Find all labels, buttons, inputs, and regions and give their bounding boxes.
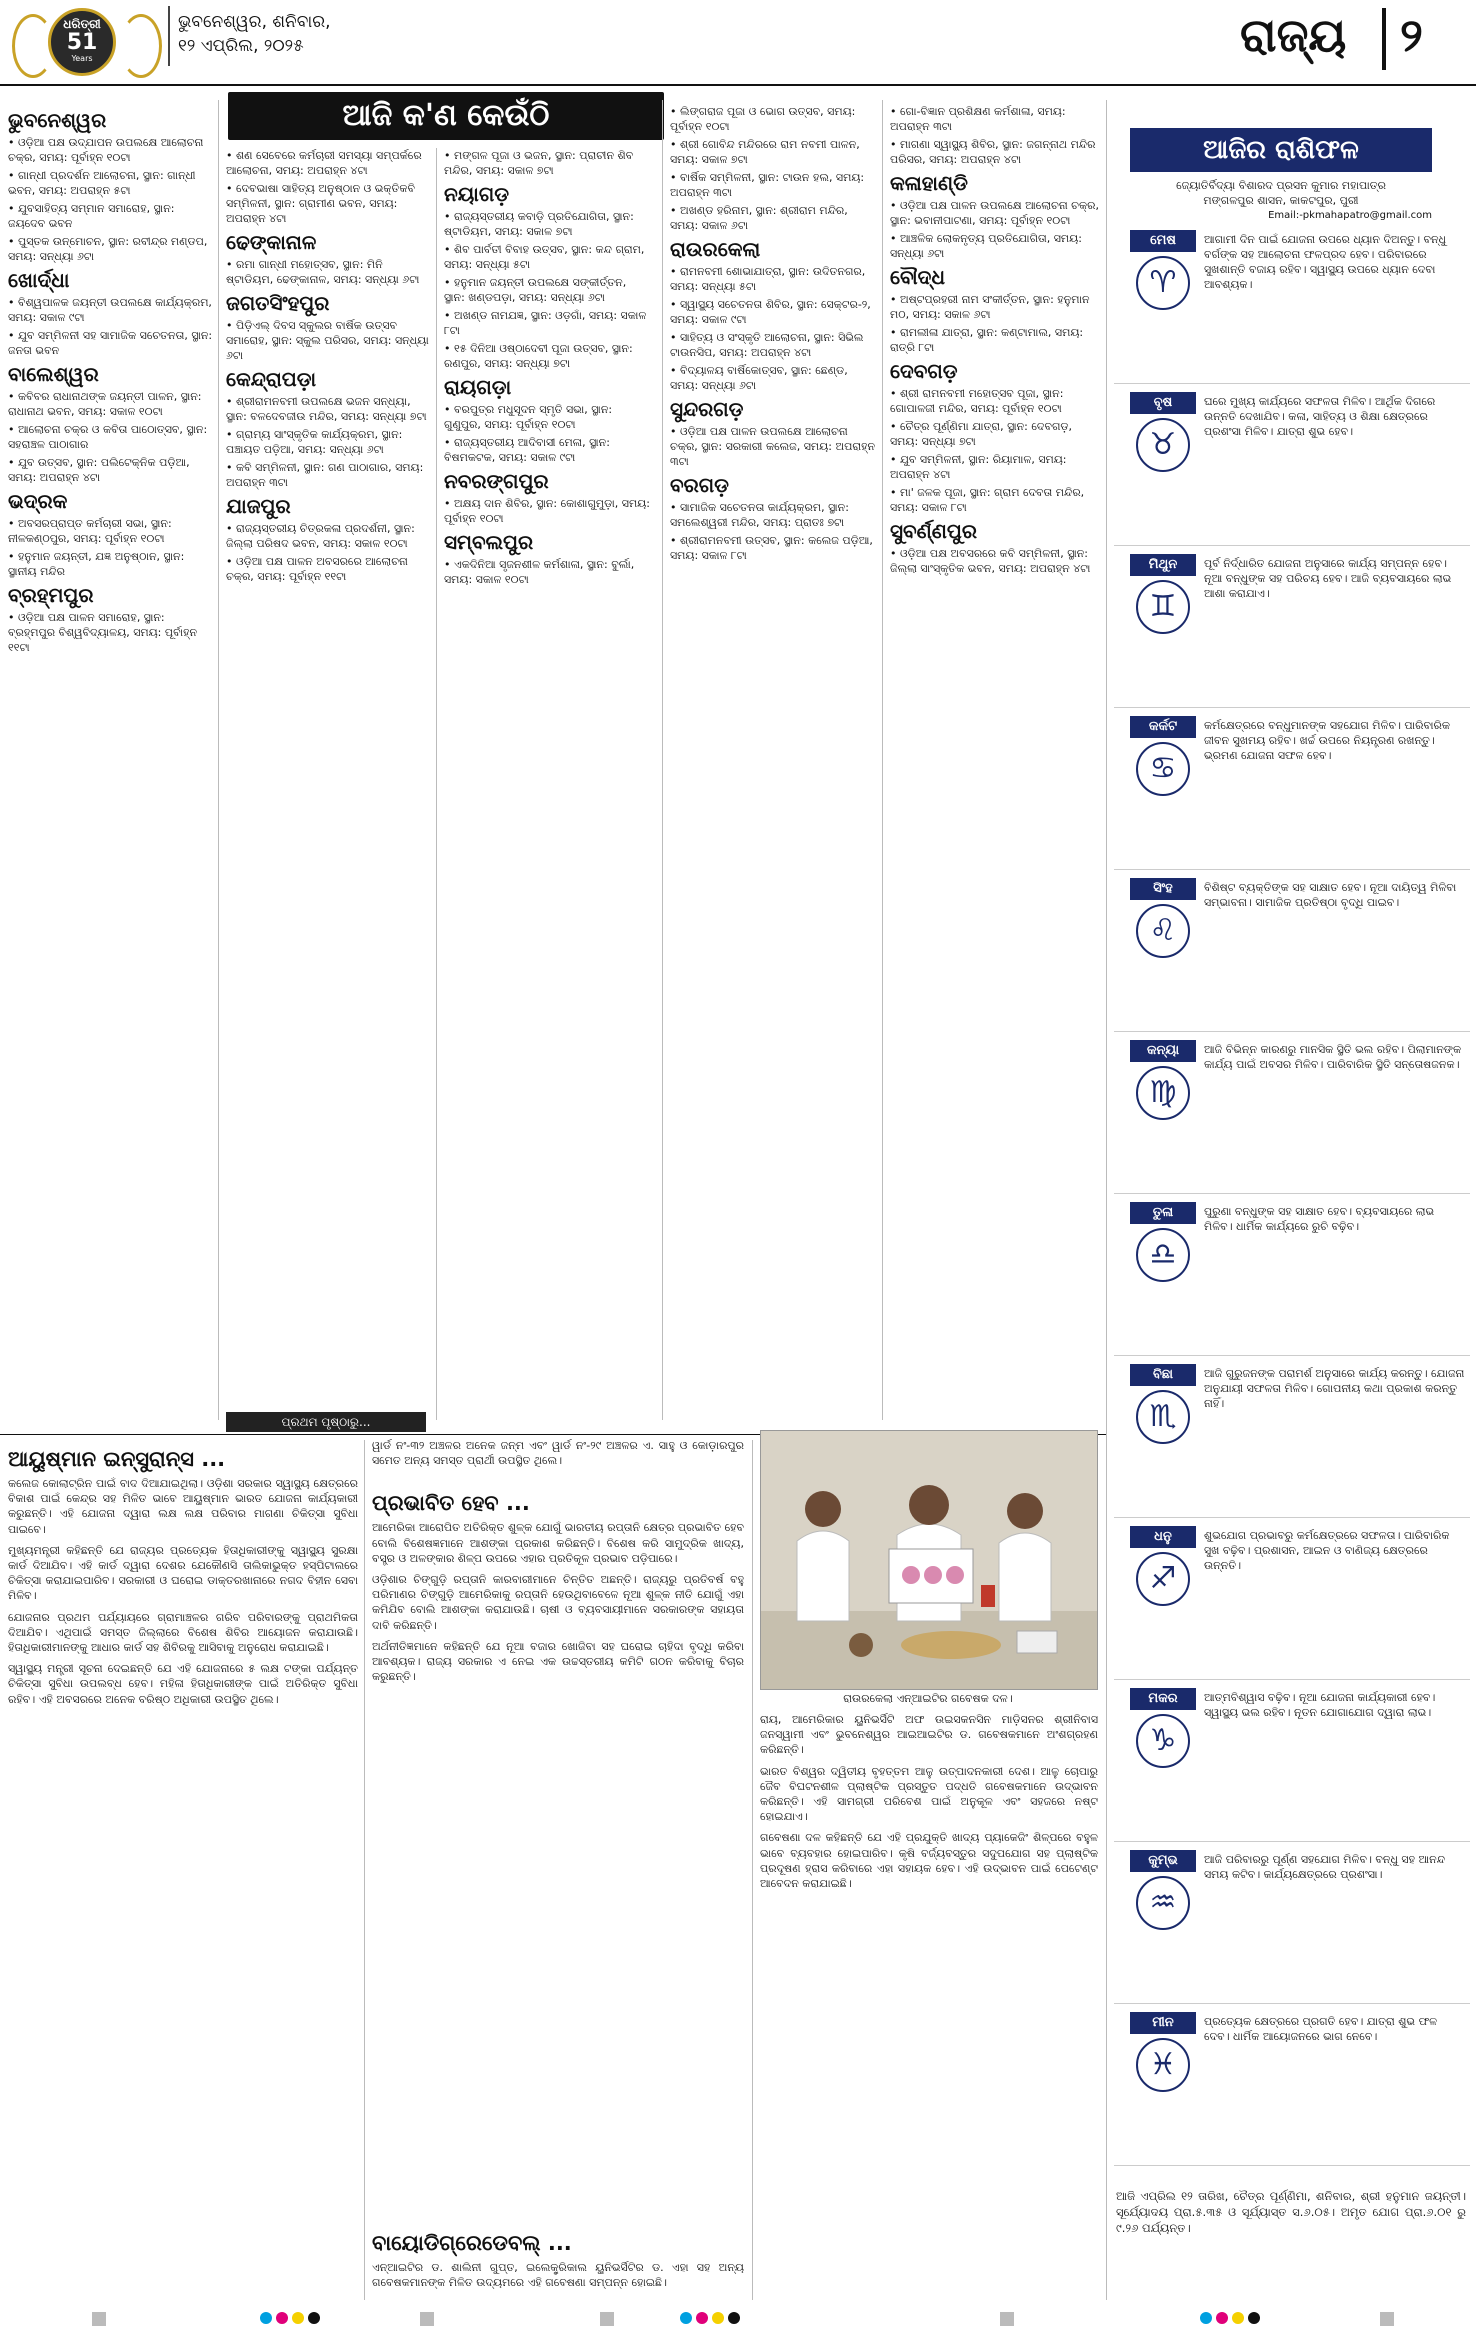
event-item: • ସାମାଜିକ ସଚେତନତା କାର୍ଯ୍ୟକ୍ରମ, ସ୍ଥାନ: ସମଲେଶ୍ୱରୀ ମନ୍ଦିର, ସମୟ: ପ୍ରାତଃ ୭ଟା	[670, 500, 876, 530]
event-item: • ଓଡ଼ିଆ ପକ୍ଷ ପାଳନ ସମାରୋହ, ସ୍ଥାନ: ବ୍ରହ୍ମପୁର ବିଶ୍ୱବିଦ୍ୟାଳୟ, ସମୟ: ପୂର୍ବାହ୍ନ ୧୧ଟା	[8, 610, 214, 655]
event-item: • ଶ୍ରୀ ଗୋବିନ୍ଦ ମନ୍ଦିରରେ ରାମ ନବମୀ ପାଳନ, ସମୟ: ସକାଳ ୭ଟା	[670, 137, 876, 167]
story-ayushman	[8, 1446, 358, 1707]
horoscope-entry	[1114, 1850, 1470, 1996]
horoscope-text: ପ୍ରତ୍ୟେକ କ୍ଷେତ୍ରରେ ପ୍ରଗତି ହେବ। ଯାତ୍ରା ଶୁଭ ଫଳ ଦେବ। ଧାର୍ମିକ ଆୟୋଜନରେ ଭାଗ ନେବେ।	[1204, 2015, 1438, 2043]
horoscope-divider	[1114, 545, 1470, 546]
badge-title: ଧରିତ୍ରୀ	[63, 17, 101, 31]
event-item: • ରାମନବମୀ ଶୋଭାଯାତ୍ରା, ସ୍ଥାନ: ଉଦିତନଗର, ସମୟ: ସନ୍ଧ୍ୟା ୫ଟା	[670, 264, 876, 294]
event-item: • ଆଲୋଚନା ଚକ୍ର ଓ କବିତା ପାଠୋତ୍ସବ, ସ୍ଥାନ: ସହରାଞ୍ଚଳ ପାଠାଗାର	[8, 422, 214, 452]
zodiac-icon: ♒	[1136, 1876, 1190, 1930]
zodiac-icon: ♈	[1136, 256, 1190, 310]
city-heading: ସୁବର୍ଣ୍ଣପୁର	[890, 519, 978, 543]
zodiac-icon: ♎	[1136, 1228, 1190, 1282]
header-rule	[0, 84, 1476, 86]
event-item: • ପୁସ୍ତକ ଉନ୍ମୋଚନ, ସ୍ଥାନ: ରବୀନ୍ଦ୍ର ମଣ୍ଡପ, ସମୟ: ସନ୍ଧ୍ୟା ୬ଟା	[8, 234, 214, 264]
zodiac-name: ମକର	[1130, 1688, 1196, 1710]
event-item: • ଶ୍ରୀ ରାମନବମୀ ମହୋତ୍ସବ ପୂଜା, ସ୍ଥାନ: ଗୋପାଳଜୀ ମନ୍ଦିର, ସମୟ: ପୂର୍ବାହ୍ନ ୧୦ଟା	[890, 386, 1100, 416]
story-paragraph: ଆମେରିକା ଆରୋପିତ ଅତିରିକ୍ତ ଶୁଳ୍କ ଯୋଗୁଁ ଭାରତୀୟ ରପ୍ତାନି କ୍ଷେତ୍ର ପ୍ରଭାବିତ ହେବ ବୋଲି ବିଶେଷଜ୍ଞମାନେ ଆଶଙ୍କା ପ୍ରକାଶ କରିଛନ୍ତି। ବିଶେଷ କରି ସାମୁଦ୍ରିକ ଖାଦ୍ୟ, ବସ୍ତ୍ର ଓ ଅଳଙ୍କାର ଶିଳ୍ପ ଉପରେ ଏହାର ପ୍ରତିକୂଳ ପ୍ରଭାବ ପଡ଼ିପାରେ।	[372, 1521, 744, 1565]
horoscope-divider	[1114, 1355, 1470, 1356]
event-item: • ଯୁବ ଉତ୍ସବ, ସ୍ଥାନ: ପଲିଟେକ୍ନିକ ପଡ଼ିଆ, ସମୟ: ଅପରାହ୍ନ ୪ଟା	[8, 455, 214, 485]
zodiac-name: ମୀନ	[1130, 2012, 1196, 2034]
horoscope-divider	[1114, 2003, 1470, 2004]
cyan-dot	[1200, 2312, 1212, 2324]
event-item: • ଅଖଣ୍ଡ ନାମଯଜ୍ଞ, ସ୍ଥାନ: ଓଡ଼ଗାଁ, ସମୟ: ସକାଳ ୮ଟା	[444, 308, 650, 338]
dateline-place-day: ଭୁବନେଶ୍ୱର, ଶନିବାର,	[178, 12, 331, 32]
events-column-2	[226, 148, 432, 587]
zodiac-icon: ♉	[1136, 418, 1190, 472]
event-item: • ଓଡ଼ିଆ ପକ୍ଷ ଉଦ୍‌ଯାପନ ଉପଲକ୍ଷେ ଆଲୋଚନା ଚକ୍ର, ସମୟ: ପୂର୍ବାହ୍ନ ୧୦ଟା	[8, 135, 214, 165]
city-heading: ରାୟଗଡ଼ା	[444, 375, 512, 399]
story-paragraph: କଲେଜ କୋଲାଟ୍ରିନ ପାଇଁ ବାଦ ଦିଆଯାଇଥିଲା। ଓଡ଼ିଶା ସରକାର ସ୍ୱାସ୍ଥ୍ୟ କ୍ଷେତ୍ରରେ ବିକାଶ ପାଇଁ କେନ୍ଦ୍ର ସହ ମିଳିତ ଭାବେ ଆୟୁଷ୍ମାନ ଭାରତ ଯୋଜନା କାର୍ଯ୍ୟକାରୀ କରୁଛନ୍ତି। ଏହି ଯୋଜନା ଦ୍ୱାରା ଲକ୍ଷ ଲକ୍ଷ ପରିବାର ମାଗଣା ଚିକିତ୍ସା ସୁବିଧା ପାଇବେ।	[8, 1477, 358, 1536]
city-heading: ଭୁବନେଶ୍ୱର	[8, 108, 107, 132]
column-rule	[1106, 100, 1107, 2300]
event-item: • ମାଗଣା ସ୍ୱାସ୍ଥ୍ୟ ଶିବିର, ସ୍ଥାନ: ଜଗନ୍ନାଥ ମନ୍ଦିର ପରିସର, ସମୟ: ଅପରାହ୍ନ ୪ଟା	[890, 137, 1100, 167]
panchang-text: ଆଜି ଏପ୍ରିଲ ୧୨ ତାରିଖ, ଚୈତ୍ର ପୂର୍ଣ୍ଣିମା, ଶନିବାର, ଶ୍ରୀ ହନୁମାନ ଜୟନ୍ତୀ। ସୂର୍ଯ୍ୟୋଦୟ ପ୍ରା.୫.୩୫ ଓ ସୂର୍ଯ୍ୟାସ୍ତ ସ.୬.୦୫। ଅମୃତ ଯୋଗ ପ୍ରା.୬.୦୧ ରୁ ୯.୨୬ ପର୍ଯ୍ୟନ୍ତ।	[1116, 2189, 1466, 2235]
header-divider	[168, 6, 170, 66]
anniversary-badge	[8, 6, 158, 76]
zodiac-icon: ♊	[1136, 580, 1190, 634]
horoscope-entry	[1114, 1688, 1470, 1834]
black-dot	[728, 2312, 740, 2324]
photo-caption: ରାଉରକେଲା ଏନ୍‌ଆଇଟିର ଗବେଷକ ଦଳ।	[843, 1692, 1013, 1705]
horoscope-divider	[1114, 1517, 1470, 1518]
events-banner: ଆଜି କ'ଣ କେଉଁଠି	[228, 92, 664, 140]
column-rule	[436, 148, 437, 1420]
horoscope-divider	[1114, 707, 1470, 708]
event-item: • ଚୈତ୍ର ପୂର୍ଣ୍ଣିମା ଯାତ୍ରା, ସ୍ଥାନ: ଦେବଗଡ଼, ସମୟ: ସନ୍ଧ୍ୟା ୭ଟା	[890, 419, 1100, 449]
horoscope-text: ଆଜି ବିଭିନ୍ନ କାରଣରୁ ମାନସିକ ସ୍ଥିତି ଭଲ ରହିବ। ପିଲାମାନଙ୍କ କାର୍ଯ୍ୟ ପାଇଁ ଅବସର ମିଳିବ। ପାରିବାରିକ ସ୍ଥିତି ସନ୍ତୋଷଜନକ।	[1204, 1043, 1462, 1071]
city-heading: ବରଗଡ଼	[670, 473, 729, 497]
horoscope-entry	[1114, 716, 1470, 862]
print-registration-strip	[0, 2312, 1476, 2328]
event-item: • ଆଞ୍ଚଳିକ ଲୋକନୃତ୍ୟ ପ୍ରତିଯୋଗିତା, ସମୟ: ସନ୍ଧ୍ୟା ୬ଟା	[890, 231, 1100, 261]
column-rule	[364, 1440, 365, 2300]
zodiac-name: ବୃଷ	[1130, 392, 1196, 414]
researchers-photo	[760, 1430, 1098, 1690]
event-item: • ବିଶ୍ୱପାଳକ ଜୟନ୍ତୀ ଉପଲକ୍ଷେ କାର୍ଯ୍ୟକ୍ରମ, ସମୟ: ସକାଳ ୯ଟା	[8, 295, 214, 325]
story-title: ପ୍ରଭାବିତ ହେବ ...	[372, 1491, 530, 1516]
black-dot	[308, 2312, 320, 2324]
horoscope-entry	[1114, 1364, 1470, 1510]
page-number: ୨	[1400, 8, 1423, 62]
events-column-4	[670, 104, 876, 566]
zodiac-name: କନ୍ୟା	[1130, 1040, 1196, 1062]
horoscope-text: ଆତ୍ମବିଶ୍ୱାସ ବଢ଼ିବ। ନୂଆ ଯୋଜନା କାର୍ଯ୍ୟକାରୀ ହେବ। ସ୍ୱାସ୍ଥ୍ୟ ଭଲ ରହିବ। ନୂତନ ଯୋଗାଯୋଗ ଦ୍ୱାରା ଲାଭ।	[1204, 1691, 1436, 1719]
event-item: • ଲିଙ୍ଗରାଜ ପୂଜା ଓ ଭୋଗ ଉତ୍ସବ, ସମୟ: ପୂର୍ବାହ୍ନ ୧୦ଟା	[670, 104, 876, 134]
event-item: • ରାଜ୍ୟସ୍ତରୀୟ ଚିତ୍ରକଳା ପ୍ରଦର୍ଶନୀ, ସ୍ଥାନ: ଜିଲ୍ଲା ପରିଷଦ ଭବନ, ସମୟ: ସକାଳ ୧୦ଟା	[226, 521, 432, 551]
horoscope-text: ଘରେ ମୁଖ୍ୟ କାର୍ଯ୍ୟରେ ସଫଳତା ମିଳିବ। ଆର୍ଥିକ ଦିଗରେ ଉନ୍ନତି ଦେଖାଯିବ। କଳା, ସାହିତ୍ୟ ଓ ଶିକ୍ଷା କ୍ଷେତ୍ରରେ ପ୍ରଶଂସା ମିଳିବ। ଯାତ୍ରା ଶୁଭ ହେବ।	[1204, 395, 1436, 438]
event-item: • ବିଦ୍ୟାଳୟ ବାର୍ଷିକୋତ୍ସବ, ସ୍ଥାନ: ଛେଣ୍ଡ, ସମୟ: ସନ୍ଧ୍ୟା ୬ଟା	[670, 363, 876, 393]
story-paragraph: ମୁଖ୍ୟମନ୍ତ୍ରୀ କହିଛନ୍ତି ଯେ ରାଜ୍ୟର ପ୍ରତ୍ୟେକ ହିତାଧିକାରୀଙ୍କୁ ସ୍ୱାସ୍ଥ୍ୟ ସୁରକ୍ଷା କାର୍ଡ ଦିଆଯିବ। ଏହି କାର୍ଡ ଦ୍ୱାରା ଦେଶର ଯେକୌଣସି ତାଲିକାଭୁକ୍ତ ହସ୍ପିଟାଲରେ ଚିକିତ୍ସା କରାଯାଇପାରିବ। ସରକାରୀ ଓ ଘରୋଇ ଡାକ୍ତରଖାନାରେ ନଗଦ ବିହୀନ ସେବା ମିଳିବ।	[8, 1543, 358, 1603]
city-heading: ଜଗତସିଂହପୁର	[226, 291, 330, 315]
event-item: • ଯୁବ ସମ୍ମିଳନୀ ସହ ସାମାଜିକ ସଚେତନତା, ସ୍ଥାନ: ଜନତା ଭବନ	[8, 328, 214, 358]
yellow-dot	[712, 2312, 724, 2324]
column-rule	[882, 100, 883, 1420]
story-paragraph: ସ୍ୱାସ୍ଥ୍ୟ ମନ୍ତ୍ରୀ ସୂଚନା ଦେଇଛନ୍ତି ଯେ ଏହି ଯୋଜନାରେ ୫ ଲକ୍ଷ ଟଙ୍କା ପର୍ଯ୍ୟନ୍ତ ଚିକିତ୍ସା ସୁବିଧା ଉପଲବ୍ଧ ହେବ। ମହିଳା ହିତାଧିକାରୀଙ୍କ ପାଇଁ ଅତିରିକ୍ତ ସୁବିଧା ରହିବ। ଏହି ଅବସରରେ ଅନେକ ବରିଷ୍ଠ ଅଧିକାରୀ ଉପସ୍ଥିତ ଥିଲେ।	[8, 1662, 358, 1706]
city-heading: ଭଦ୍ରକ	[8, 489, 68, 513]
horoscope-entry	[1114, 1040, 1470, 1186]
event-item: • ରାଜ୍ୟସ୍ତରୀୟ ଆଦିବାସୀ ମେଳା, ସ୍ଥାନ: ବିଷମକଟକ, ସମୟ: ସକାଳ ୯ଟା	[444, 435, 650, 465]
horoscope-entry	[1114, 1202, 1470, 1348]
event-item: • ଅକ୍ଷୟ ଦାନ ଶିବିର, ସ୍ଥାନ: କୋଶାଗୁମୁଡ଼ା, ସମୟ: ପୂର୍ବାହ୍ନ ୧୦ଟା	[444, 496, 650, 526]
zodiac-icon: ♓	[1136, 2038, 1190, 2092]
badge-number: 51	[66, 30, 98, 55]
zodiac-name: ବିଛା	[1130, 1364, 1196, 1386]
column-rule	[218, 100, 219, 1420]
event-item: • ଓଡ଼ିଆ ପକ୍ଷ ପାଳନ ଅବସରରେ ଆଲୋଚନା ଚକ୍ର, ସମୟ: ପୂର୍ବାହ୍ନ ୧୧ଟା	[226, 554, 432, 584]
event-item: • ଦେବଭାଷା ସାହିତ୍ୟ ଅନୁଷ୍ଠାନ ଓ ଭକ୍ତିକବି ସମ୍ମିଳନୀ, ସ୍ଥାନ: ଗ୍ରାମୀଣ ଭବନ, ସମୟ: ଅପରାହ୍ନ ୪ଟା	[226, 181, 432, 226]
story-title: ବାୟୋଡିଗ୍ରେଡେବଲ୍ ...	[372, 2231, 572, 2255]
zodiac-name: ଧନୁ	[1130, 1526, 1196, 1548]
city-heading: ସୁନ୍ଦରଗଡ଼	[670, 397, 744, 421]
event-item: • ମଙ୍ଗଳ ପୂଜା ଓ ଭଜନ, ସ୍ଥାନ: ପ୍ରାଚୀନ ଶିବ ମନ୍ଦିର, ସମୟ: ସକାଳ ୭ଟା	[444, 148, 650, 178]
horoscope-text: ପୂର୍ବ ନିର୍ଦ୍ଧାରିତ ଯୋଜନା ଅନୁସାରେ କାର୍ଯ୍ୟ ସମ୍ପନ୍ନ ହେବ। ନୂଆ ବନ୍ଧୁଙ୍କ ସହ ପରିଚୟ ହେବ। ଆଜି ବ୍ୟବସାୟରେ ଲାଭ ଆଶା କରାଯାଏ।	[1204, 557, 1452, 600]
city-heading: ବୌଦ୍ଧ	[890, 265, 945, 289]
dateline	[178, 10, 331, 58]
event-item: • ଯୁବ ସମ୍ମିଳନୀ, ସ୍ଥାନ: ରିୟାମାଳ, ସମୟ: ଅପରାହ୍ନ ୪ଟା	[890, 452, 1100, 482]
story-research	[760, 1712, 1098, 1891]
city-heading: କଳାହାଣ୍ଡି	[890, 171, 968, 195]
event-item: • କବିବର ରାଧାନାଥଙ୍କ ଜୟନ୍ତୀ ପାଳନ, ସ୍ଥାନ: ରାଧାନାଥ ଭବନ, ସମୟ: ସକାଳ ୧୦ଟା	[8, 389, 214, 419]
story-title: ଆୟୁଷ୍ମାନ ଇନ୍ସୁରାନ୍ସ ...	[8, 1447, 226, 1471]
event-item: • ଓଡ଼ିଆ ପକ୍ଷ ପାଳନ ଉପଲକ୍ଷେ ଆଲୋଚନା ଚକ୍ର, ସ୍ଥାନ: ସରକାରୀ କଲେଜ, ସମୟ: ଅପରାହ୍ନ ୩ଟା	[670, 424, 876, 469]
zodiac-name: ମେଷ	[1130, 230, 1196, 252]
event-item: • ରାମଲୀଳା ଯାତ୍ରା, ସ୍ଥାନ: କଣ୍ଟାମାଲ, ସମୟ: ରାତ୍ରି ୮ଟା	[890, 325, 1100, 355]
event-item: • ସ୍ୱାସ୍ଥ୍ୟ ସଚେତନତା ଶିବିର, ସ୍ଥାନ: ସେକ୍ଟର-୨, ସମୟ: ସକାଳ ୯ଟା	[670, 297, 876, 327]
badge-subtitle: Years	[71, 54, 93, 63]
event-item: • ମା' ଜଳକ ପୂଜା, ସ୍ଥାନ: ଗ୍ରାମ ଦେବତା ମନ୍ଦିର, ସମୟ: ସକାଳ ୮ଟା	[890, 485, 1100, 515]
zodiac-name: ମିଥୁନ	[1130, 554, 1196, 576]
horoscope-author	[1130, 178, 1432, 223]
magenta-dot	[1216, 2312, 1228, 2324]
city-heading: ନୟାଗଡ଼	[444, 182, 510, 206]
horoscope-divider	[1114, 2165, 1470, 2166]
zodiac-name: ତୁଳା	[1130, 1202, 1196, 1224]
horoscope-entry	[1114, 392, 1470, 538]
city-heading: ଦେବଗଡ଼	[890, 359, 958, 383]
badge-circle	[48, 8, 116, 76]
story-paragraph: ଅର୍ଥନୀତିଜ୍ଞମାନେ କହିଛନ୍ତି ଯେ ନୂଆ ବଜାର ଖୋଜିବା ସହ ଘରୋଇ ଚାହିଦା ବୃଦ୍ଧି କରିବା ଆବଶ୍ୟକ। ରାଜ୍ୟ ସରକାର ଏ ନେଇ ଏକ ଉଚ୍ଚସ୍ତରୀୟ କମିଟି ଗଠନ କରିବାକୁ ବିଚାର କରୁଛନ୍ତି।	[372, 1639, 744, 1684]
event-item: • ଏକଦିନିଆ ସୃଜନଶୀଳ କର୍ମଶାଳା, ସ୍ଥାନ: ବୁର୍ଲା, ସମୟ: ସକାଳ ୧୦ଟା	[444, 557, 650, 587]
events-column-3	[444, 148, 650, 590]
city-heading: ଢେଙ୍କାନାଳ	[226, 230, 317, 254]
event-item: • ଓଡ଼ିଆ ପକ୍ଷ ଅବସରରେ କବି ସମ୍ମିଳନୀ, ସ୍ଥାନ: ଜିଲ୍ଲା ସାଂସ୍କୃତିକ ଭବନ, ସମୟ: ଅପରାହ୍ନ ୪ଟା	[890, 546, 1100, 576]
horoscope-entry	[1114, 878, 1470, 1024]
horoscope-entry	[1114, 2012, 1470, 2158]
author-name: ଜ୍ୟୋତିର୍ବିଦ୍ୟା ବିଶାରଦ ପ୍ରସନ କୁମାର ମହାପାତ୍ର	[1176, 179, 1386, 192]
yellow-dot	[292, 2312, 304, 2324]
story-paragraph: ଏନ୍‌ଆଇଟିର ଡ. ଶାଲିନୀ ଗୁପ୍ତ, ଇଲେକ୍ଟ୍ରିକାଲ ୟୁନିଭର୍ସିଟିର ଡ. ଏହା ସହ ଅନ୍ୟ ଗବେଷକମାନଙ୍କ ମିଳିତ ଉଦ୍ୟମରେ ଏହି ଗବେଷଣା ସମ୍ପନ୍ନ ହୋଇଛି।	[372, 2261, 744, 2290]
event-item: • ଅଖଣ୍ଡ ହରିନାମ, ସ୍ଥାନ: ଶ୍ରୀରାମ ମନ୍ଦିର, ସମୟ: ସକାଳ ୬ଟା	[670, 203, 876, 233]
horoscope-divider	[1114, 869, 1470, 870]
story-tariff	[372, 1438, 744, 1684]
event-item: • ବାର୍ଷିକ ସମ୍ମିଳନୀ, ସ୍ଥାନ: ଟାଉନ ହଲ, ସମୟ: ଅପରାହ୍ନ ୩ଟା	[670, 170, 876, 200]
horoscope-entry	[1114, 230, 1470, 376]
horoscope-text: ବିଶିଷ୍ଟ ବ୍ୟକ୍ତିଙ୍କ ସହ ସାକ୍ଷାତ ହେବ। ନୂଆ ଦାୟିତ୍ୱ ମିଳିବା ସମ୍ଭାବନା। ସାମାଜିକ ପ୍ରତିଷ୍ଠା ବୃଦ୍ଧି ପାଇବ।	[1204, 881, 1457, 909]
event-item: • ବରପୁତ୍ର ମଧୁସୂଦନ ସ୍ମୃତି ସଭା, ସ୍ଥାନ: ଗୁଣୁପୁର, ସମୟ: ପୂର୍ବାହ୍ନ ୧୦ଟା	[444, 402, 650, 432]
horoscope-text: କର୍ମକ୍ଷେତ୍ରରେ ବନ୍ଧୁମାନଙ୍କ ସହଯୋଗ ମିଳିବ। ପାରିବାରିକ ଜୀବନ ସୁଖମୟ ରହିବ। ଖର୍ଚ୍ଚ ଉପରେ ନିୟନ୍ତ୍ରଣ ରଖନ୍ତୁ। ଭ୍ରମଣ ଯୋଜନା ସଫଳ ହେବ।	[1204, 719, 1450, 762]
city-heading: ନବରଙ୍ଗପୁର	[444, 469, 549, 493]
column-rule	[662, 100, 663, 1420]
event-item: • ଗୋ-ବିଜ୍ଞାନ ପ୍ରଶିକ୍ଷଣ କର୍ମଶାଳା, ସମୟ: ଅପରାହ୍ନ ୩ଟା	[890, 104, 1100, 134]
continued-from-front-label: ପ୍ରଥମ ପୃଷ୍ଠାରୁ...	[226, 1412, 426, 1432]
event-item: • ଓଡ଼ିଆ ପକ୍ଷ ପାଳନ ଉପଲକ୍ଷେ ଆଲୋଚନା ଚକ୍ର, ସ୍ଥାନ: ଭବାନୀପାଟଣା, ସମୟ: ପୂର୍ବାହ୍ନ ୧୦ଟା	[890, 198, 1100, 228]
story-lead: ୱାର୍ଡ ନଂ-୩୨ ଅଞ୍ଚଳର ଅନେକ ଜନ୍ମ ଏବଂ ୱାର୍ଡ ନଂ-୨୯ ଅଞ୍ଚଳର ଏ. ସାହୁ ଓ କୋଡ଼ାରପୁର ସମେତ ଅନ୍ୟ ସମସ୍ତ ପ୍ରାର୍ଥୀ ଉପସ୍ଥିତ ଥିଲେ।	[372, 1439, 744, 1468]
horoscope-text: ଆଜି ପରିବାରରୁ ପୂର୍ଣ୍ଣ ସହଯୋଗ ମିଳିବ। ବନ୍ଧୁ ସହ ଆନନ୍ଦ ସମୟ କଟିବ। କାର୍ଯ୍ୟକ୍ଷେତ୍ରରେ ପ୍ରଶଂସା।	[1204, 1853, 1446, 1881]
horoscope-title: ଆଜିର ରାଶିଫଳ	[1130, 128, 1432, 172]
event-item: • ଗାନ୍ଧୀ ପ୍ରଦର୍ଶନ ଆଲୋଚନା, ସ୍ଥାନ: ଗାନ୍ଧୀ ଭବନ, ସମୟ: ଅପରାହ୍ନ ୫ଟା	[8, 168, 214, 198]
event-item: • ଶ୍ରୀରାମନବମୀ ଉପଲକ୍ଷେ ଭଜନ ସନ୍ଧ୍ୟା, ସ୍ଥାନ: ବଳଦେବଜୀଉ ମନ୍ଦିର, ସମୟ: ସନ୍ଧ୍ୟା ୭ଟା	[226, 394, 432, 424]
city-heading: ସମ୍ବଲପୁର	[444, 530, 534, 554]
zodiac-icon: ♍	[1136, 1066, 1190, 1120]
cyan-dot	[260, 2312, 272, 2324]
event-item: • ୧୫ ଦିନିଆ ଓଷ୍ଠାଦେବୀ ପୂଜା ଉତ୍ସବ, ସ୍ଥାନ: ରଣପୁର, ସମୟ: ସନ୍ଧ୍ୟା ୭ଟା	[444, 341, 650, 371]
registration-square	[92, 2312, 106, 2326]
story-paragraph: ରାୟ, ଆମେରିକାର ୟୁନିଭର୍ସିଟି ଅଫ ଉଇସକନସିନ ମାଡ଼ିସନର ଶ୍ରୀନିବାସ ଜନସ୍ୱାମୀ ଏବଂ ଭୁବନେଶ୍ୱର ଆଇଆଇଟିର ଡ. ଗବେଷକମାନେ ଅଂଶଗ୍ରହଣ କରିଛନ୍ତି।	[760, 1713, 1098, 1757]
event-item: • ଗ୍ରାମ୍ୟ ସାଂସ୍କୃତିକ କାର୍ଯ୍ୟକ୍ରମ, ସ୍ଥାନ: ପଞ୍ଚାୟତ ପଡ଼ିଆ, ସମୟ: ସନ୍ଧ୍ୟା ୬ଟା	[226, 427, 432, 457]
story-paragraph: ଯୋଜନାର ପ୍ରଥମ ପର୍ଯ୍ୟାୟରେ ଗ୍ରାମାଞ୍ଚଳର ଗରିବ ପରିବାରଙ୍କୁ ପ୍ରାଥମିକତା ଦିଆଯିବ। ଏଥିପାଇଁ ସମସ୍ତ ଜିଲ୍ଲାରେ ବିଶେଷ ଶିବିର ଆୟୋଜନ କରାଯାଉଛି। ହିତାଧିକାରୀମାନଙ୍କୁ ଆଧାର କାର୍ଡ ସହ ଶିବିରକୁ ଆସିବାକୁ ଅନୁରୋଧ କରାଯାଇଛି।	[8, 1610, 358, 1655]
event-item: • ଅଷ୍ଟପ୍ରହରୀ ନାମ ସଂକୀର୍ତ୍ତନ, ସ୍ଥାନ: ହନୁମାନ ମଠ, ସମୟ: ସକାଳ ୬ଟା	[890, 292, 1100, 322]
city-heading: ଖୋର୍ଦ୍ଧା	[8, 268, 70, 292]
horoscope-entry	[1114, 1526, 1470, 1672]
zodiac-icon: ♌	[1136, 904, 1190, 958]
story-biodegradable	[372, 2230, 744, 2290]
events-column-1	[8, 104, 214, 658]
section-divider	[1382, 8, 1386, 70]
horoscope-text: ଆଜି ଗୁରୁଜନଙ୍କ ପରାମର୍ଶ ଅନୁସାରେ କାର୍ଯ୍ୟ କରନ୍ତୁ। ଯୋଜନା ଅନୁଯାୟୀ ସଫଳତା ମିଳିବ। ଗୋପନୀୟ କଥା ପ୍ରକାଶ କରନ୍ତୁ ନାହିଁ।	[1204, 1367, 1465, 1410]
zodiac-name: ସିଂହ	[1130, 878, 1196, 900]
registration-square	[1380, 2312, 1394, 2326]
registration-square	[600, 2312, 614, 2326]
horoscope-divider	[1114, 1031, 1470, 1032]
event-item: • ରମା ଗାନ୍ଧୀ ମହୋତ୍ସବ, ସ୍ଥାନ: ମିନି ଷ୍ଟାଡିୟମ, ଢେଙ୍କାନାଳ, ସମୟ: ସନ୍ଧ୍ୟା ୬ଟା	[226, 257, 432, 287]
zodiac-icon: ♐	[1136, 1552, 1190, 1606]
column-rule	[752, 1440, 753, 2300]
event-item: • ଶ୍ରୀରାମନବମୀ ଉତ୍ସବ, ସ୍ଥାନ: କଲେଜ ପଡ଼ିଆ, ସମୟ: ସକାଳ ୮ଟା	[670, 533, 876, 563]
magenta-dot	[276, 2312, 288, 2324]
horoscope-divider	[1114, 1841, 1470, 1842]
horoscope-text: ପୁରୁଣା ବନ୍ଧୁଙ୍କ ସହ ସାକ୍ଷାତ ହେବ। ବ୍ୟବସାୟରେ ଲାଭ ମିଳିବ। ଧାର୍ମିକ କାର୍ଯ୍ୟରେ ରୁଚି ବଢ଼ିବ।	[1204, 1205, 1435, 1233]
city-heading: ବାଲେଶ୍ୱର	[8, 362, 99, 386]
zodiac-icon: ♏	[1136, 1390, 1190, 1444]
city-heading: କେନ୍ଦ୍ରାପଡ଼ା	[226, 367, 317, 391]
event-item: • ଶିବ ପାର୍ବତୀ ବିବାହ ଉତ୍ସବ, ସ୍ଥାନ: କନ୍ଦ ଗ୍ରାମ, ସମୟ: ସନ୍ଧ୍ୟା ୫ଟା	[444, 242, 650, 272]
registration-square	[420, 2312, 434, 2326]
story-paragraph: ଭାରତ ବିଶ୍ୱର ଦ୍ୱିତୀୟ ବୃହତ୍ତମ ଆଳୁ ଉତ୍ପାଦନକାରୀ ଦେଶ। ଆଳୁ ଚୋପାରୁ ଜୈବ ବିଘଟନଶୀଳ ପ୍ଲାଷ୍ଟିକ ପ୍ରସ୍ତୁତ ପଦ୍ଧତି ଗବେଷକମାନେ ଉଦ୍ଭାବନ କରିଛନ୍ତି। ଏହି ସାମଗ୍ରୀ ପରିବେଶ ପାଇଁ ଅନୁକୂଳ ଏବଂ ସହଜରେ ନଷ୍ଟ ହୋଇଯାଏ।	[760, 1764, 1098, 1824]
zodiac-name: କୁମ୍ଭ	[1130, 1850, 1196, 1872]
horoscope-entry	[1114, 554, 1470, 700]
horoscope-text: ଆଗାମୀ ଦିନ ପାଇଁ ଯୋଜନା ଉପରେ ଧ୍ୟାନ ଦିଅନ୍ତୁ। ବନ୍ଧୁ ବର୍ଗଙ୍କ ସହ ଆଲୋଚନା ଫଳପ୍ରଦ ହେବ। ପରିବାରରେ ସୁଖଶାନ୍ତି ବଜାୟ ରହିବ। ସ୍ୱାସ୍ଥ୍ୟ ଉପରେ ଧ୍ୟାନ ଦେବା ଆବଶ୍ୟକ।	[1204, 233, 1447, 291]
horoscope-text: ଶୁଭଯୋଗ ପ୍ରଭାବରୁ କର୍ମକ୍ଷେତ୍ରରେ ସଫଳତା। ପାରିବାରିକ ସୁଖ ବଢ଼ିବ। ପ୍ରଶାସନ, ଆଇନ ଓ ବାଣିଜ୍ୟ କ୍ଷେତ୍ରରେ ଉନ୍ନତି।	[1204, 1529, 1450, 1572]
event-item: • ହନୁମାନ ଜୟନ୍ତୀ, ଯଜ୍ଞ ଅନୁଷ୍ଠାନ, ସ୍ଥାନ: ସ୍ଥାନୀୟ ମନ୍ଦିର	[8, 549, 214, 579]
events-column-5	[890, 104, 1100, 579]
event-item: • କବି ସମ୍ମିଳନୀ, ସ୍ଥାନ: ଗଣ ପାଠାଗାର, ସମୟ: ଅପରାହ୍ନ ୩ଟା	[226, 460, 432, 490]
zodiac-icon: ♋	[1136, 742, 1190, 796]
horoscope-divider	[1114, 383, 1470, 384]
event-item: • ହନୁମାନ ଜୟନ୍ତୀ ଉପଲକ୍ଷେ ସଙ୍କୀର୍ତ୍ତନ, ସ୍ଥାନ: ଖଣ୍ଡପଡ଼ା, ସମୟ: ସନ୍ଧ୍ୟା ୬ଟା	[444, 275, 650, 305]
event-item: • ଶଣ ସେବେରେ କର୍ମଚାରୀ ସମସ୍ୟା ସମ୍ପର୍କରେ ଆଲୋଚନା, ସମୟ: ଅପରାହ୍ନ ୪ଟା	[226, 148, 432, 178]
event-item: • ସାହିତ୍ୟ ଓ ସଂସ୍କୃତି ଆଲୋଚନା, ସ୍ଥାନ: ସିଭିଲ ଟାଉନସିପ, ସମୟ: ଅପରାହ୍ନ ୪ଟା	[670, 330, 876, 360]
author-email: Email:-pkmahapatro@gmail.com	[1268, 210, 1432, 221]
event-item: • ପିଡ଼ିଏଲ୍ ଦିବସ ସ୍କୁଲର ବାର୍ଷିକ ଉତ୍ସବ ସମାରୋହ, ସ୍ଥାନ: ସ୍କୁଲ ପରିସର, ସମୟ: ସନ୍ଧ୍ୟା ୬ଟା	[226, 318, 432, 363]
event-item: • ଯୁବସାହିତ୍ୟ ସମ୍ମାନ ସମାରୋହ, ସ୍ଥାନ: ଜୟଦେବ ଭବନ	[8, 201, 214, 231]
story-paragraph: ଓଡ଼ିଶାର ଚିଙ୍ଗୁଡ଼ି ରପ୍ତାନି କାରବାରୀମାନେ ଚିନ୍ତିତ ଅଛନ୍ତି। ରାଜ୍ୟରୁ ପ୍ରତିବର୍ଷ ବହୁ ପରିମାଣର ଚିଙ୍ଗୁଡ଼ି ଆମେରିକାକୁ ରପ୍ତାନି ହେଉଥିବାବେଳେ ନୂଆ ଶୁଳ୍କ ନୀତି ଯୋଗୁଁ ଏହା କମିଯିବ ବୋଲି ଆଶଙ୍କା କରାଯାଉଛି। ଚାଷୀ ଓ ବ୍ୟବସାୟୀମାନେ ସରକାରଙ୍କ ସହାୟତା ଦାବି କରିଛନ୍ତି।	[372, 1573, 744, 1632]
horoscope-divider	[1114, 1679, 1470, 1680]
horoscope-divider	[1114, 1193, 1470, 1194]
laurel-right-icon	[120, 14, 162, 78]
event-item: • ଅବସରପ୍ରାପ୍ତ କର୍ମଚାରୀ ସଭା, ସ୍ଥାନ: ନୀଳକଣ୍ଠପୁର, ସମୟ: ପୂର୍ବାହ୍ନ ୧୦ଟା	[8, 516, 214, 546]
section-title: ରାଜ୍ୟ	[1240, 8, 1347, 62]
story-paragraph: ଗବେଷଣା ଦଳ କହିଛନ୍ତି ଯେ ଏହି ପ୍ରଯୁକ୍ତି ଖାଦ୍ୟ ପ୍ୟାକେଜିଂ ଶିଳ୍ପରେ ବହୁଳ ଭାବେ ବ୍ୟବହାର ହୋଇପାରିବ। କୃଷି ବର୍ଜ୍ୟବସ୍ତୁର ସଦୁପଯୋଗ ସହ ପ୍ଲାଷ୍ଟିକ ପ୍ରଦୂଷଣ ହ୍ରାସ କରିବାରେ ଏହା ସହାୟକ ହେବ। ଏହି ଉଦ୍ଭାବନ ପାଇଁ ପେଟେଣ୍ଟ ଆବେଦନ କରାଯାଇଛି।	[760, 1831, 1098, 1891]
registration-square	[1000, 2312, 1014, 2326]
magenta-dot	[696, 2312, 708, 2324]
event-item: • ରାଜ୍ୟସ୍ତରୀୟ କବାଡ଼ି ପ୍ରତିଯୋଗିତା, ସ୍ଥାନ: ଷ୍ଟାଡିୟମ, ସମୟ: ସକାଳ ୭ଟା	[444, 209, 650, 239]
cyan-dot	[680, 2312, 692, 2324]
researchers-illustration	[761, 1431, 1097, 1689]
black-dot	[1248, 2312, 1260, 2324]
city-heading: ରାଉରକେଲା	[670, 237, 761, 261]
yellow-dot	[1232, 2312, 1244, 2324]
author-address: ମଙ୍ଗଳପୁର ଶାସନ, କାକଟପୁର, ପୁରୀ	[1203, 194, 1359, 207]
dateline-date: ୧୨ ଏପ୍ରିଲ, ୨୦୨୫	[178, 36, 304, 56]
zodiac-icon: ♑	[1136, 1714, 1190, 1768]
zodiac-name: କର୍କଟ	[1130, 716, 1196, 738]
city-heading: ଯାଜପୁର	[226, 494, 291, 518]
city-heading: ବ୍ରହ୍ମପୁର	[8, 583, 94, 607]
